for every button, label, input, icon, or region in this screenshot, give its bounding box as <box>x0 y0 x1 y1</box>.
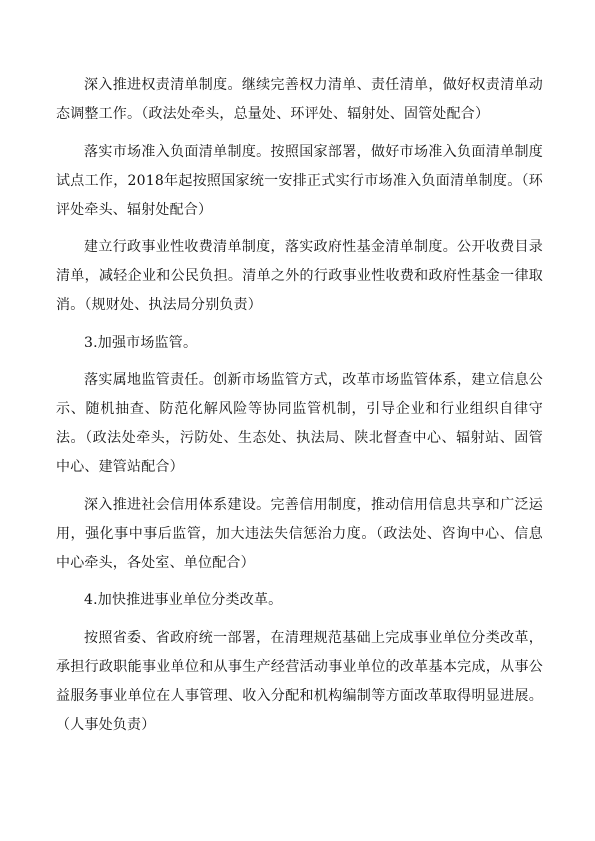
document-body <box>56 71 543 740</box>
section-heading-market-supervision: 3.加强市场监管。 <box>84 334 198 351</box>
paragraph-administrative-fee-list: 建立行政事业性收费清单制度，落实政府性基金清单制度。公开收费目录清单，减轻企业和公民负担。清单之外的行政事业性收费和政府性基金一律取消。（规财处、执法局分别负责） <box>56 239 543 313</box>
section-heading-public-institution-reform: 4.加快推进事业单位分类改革。 <box>84 592 283 608</box>
paragraph-market-access-negative-list: 落实市场准入负面清单制度。按照国家部署，做好市场准入负面清单制度试点工作，2018年起按照国家统一安排正式实行市场准入负面清单制度。（环评处牵头、辐射处配合） <box>56 143 543 218</box>
paragraph-power-responsibility-list: 深入推进权责清单制度。继续完善权力清单、责任清单，做好权责清单动态调整工作。（政法处牵头，总量处、环评处、辐射处、固管处配合） <box>56 77 543 122</box>
paragraph-social-credit-system: 深入推进社会信用体系建设。完善信用制度，推动信用信息共享和广泛运用，强化事中事后监管，加大违法失信惩治力度。（政法处、咨询中心、信息中心牵头，各处室、单位配合） <box>56 496 543 571</box>
paragraph-classification-reform: 按照省委、省政府统一部署，在清理规范基础上完成事业单位分类改革，承担行政职能事业单位和从事生产经营活动事业单位的改革基本完成，从事公益服务事业单位在人事管理、收入分配和机构编制等方面改革取得明显进展。（人事处负责） <box>56 629 543 733</box>
paragraph-territorial-supervision: 落实属地监管责任。创新市场监管方式，改革市场监管体系，建立信息公示、随机抽查、防范化解风险等协同监管机制，引导企业和行业组织自律守法。（政法处牵头，污防处、生态处、执法局、陕北督查中心、辐射站、固管中心、建管站配合） <box>56 372 543 475</box>
